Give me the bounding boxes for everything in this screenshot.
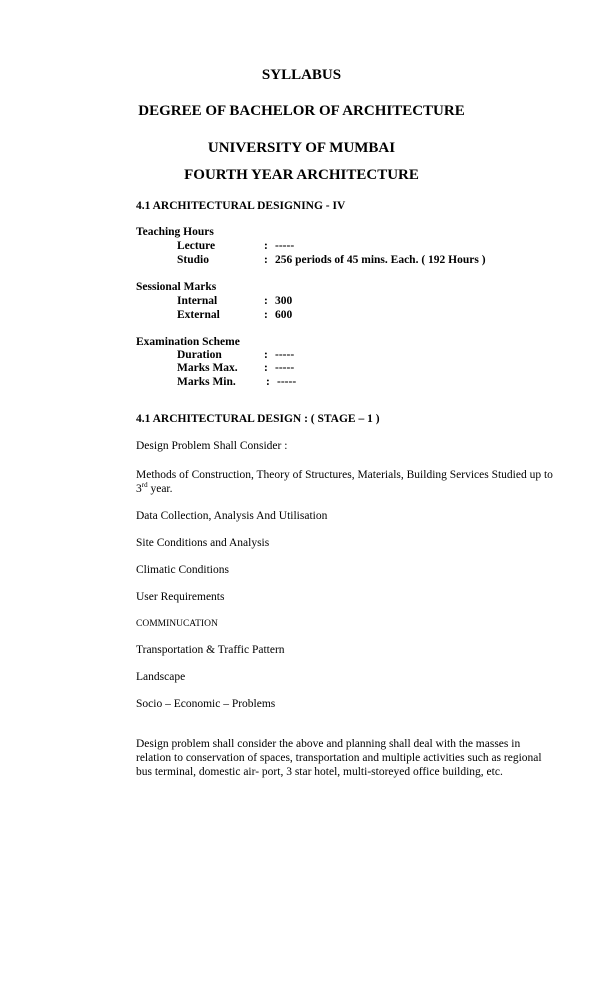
methods-line: Methods of Construction, Theory of Structures, Materials, Building Services Studied up to — [136, 469, 553, 481]
exam-scheme-label: Examination Scheme — [136, 336, 240, 348]
teaching-hours-label: Teaching Hours — [136, 226, 214, 238]
ordinal-suffix: rd — [141, 481, 148, 490]
list-item: Data Collection, Analysis And Utilisation — [136, 510, 328, 522]
subject-heading: 4.1 ARCHITECTURAL DESIGNING - IV — [136, 200, 346, 212]
list-item: Socio – Economic – Problems — [136, 698, 276, 710]
external-value: 600 — [275, 309, 293, 321]
ordinal-number: 3 — [136, 483, 142, 495]
methods-line-2 — [136, 482, 173, 496]
colon: : — [264, 295, 268, 307]
stage-intro: Design Problem Shall Consider : — [136, 440, 288, 452]
colon: : — [264, 349, 268, 361]
marks-min-value: ----- — [277, 376, 297, 388]
methods-line-rest: year. — [147, 483, 173, 495]
lecture-label: Lecture — [177, 240, 216, 252]
studio-label: Studio — [177, 254, 209, 266]
list-item: Transportation & Traffic Pattern — [136, 644, 285, 656]
colon: : — [264, 240, 268, 252]
marks-min-label: Marks Min. — [177, 376, 236, 388]
paragraph-line: relation to conservation of spaces, transportation and multiple activities such as regional — [136, 752, 542, 764]
duration-label: Duration — [177, 349, 222, 361]
marks-max-value: ----- — [275, 362, 295, 374]
list-item: COMMINUCATION — [136, 619, 218, 629]
lecture-value: ----- — [275, 240, 295, 252]
sessional-marks-label: Sessional Marks — [136, 281, 217, 293]
stage-heading: 4.1 ARCHITECTURAL DESIGN : ( STAGE – 1 ) — [136, 413, 380, 425]
internal-label: Internal — [177, 295, 218, 307]
internal-value: 300 — [275, 295, 293, 307]
list-item: Landscape — [136, 671, 186, 683]
studio-value: 256 periods of 45 mins. Each. ( 192 Hours ) — [275, 254, 486, 266]
list-item: User Requirements — [136, 591, 225, 603]
marks-max-label: Marks Max. — [177, 362, 238, 374]
colon: : — [266, 376, 270, 388]
list-item: Site Conditions and Analysis — [136, 537, 270, 549]
external-label: External — [177, 309, 220, 321]
colon: : — [264, 362, 268, 374]
colon: : — [264, 309, 268, 321]
doc-title: SYLLABUS — [261, 67, 342, 83]
list-item: Climatic Conditions — [136, 564, 229, 576]
colon: : — [264, 254, 268, 266]
degree-heading: DEGREE OF BACHELOR OF ARCHITECTURE — [138, 103, 465, 119]
paragraph-line: Design problem shall consider the above and planning shall deal with the masses in — [136, 738, 521, 750]
duration-value: ----- — [275, 349, 295, 361]
year-heading: FOURTH YEAR ARCHITECTURE — [184, 167, 419, 183]
university-heading: UNIVERSITY OF MUMBAI — [207, 140, 396, 156]
paragraph-line: bus terminal, domestic air- port, 3 star hotel, multi-storeyed office building, etc. — [136, 766, 503, 778]
